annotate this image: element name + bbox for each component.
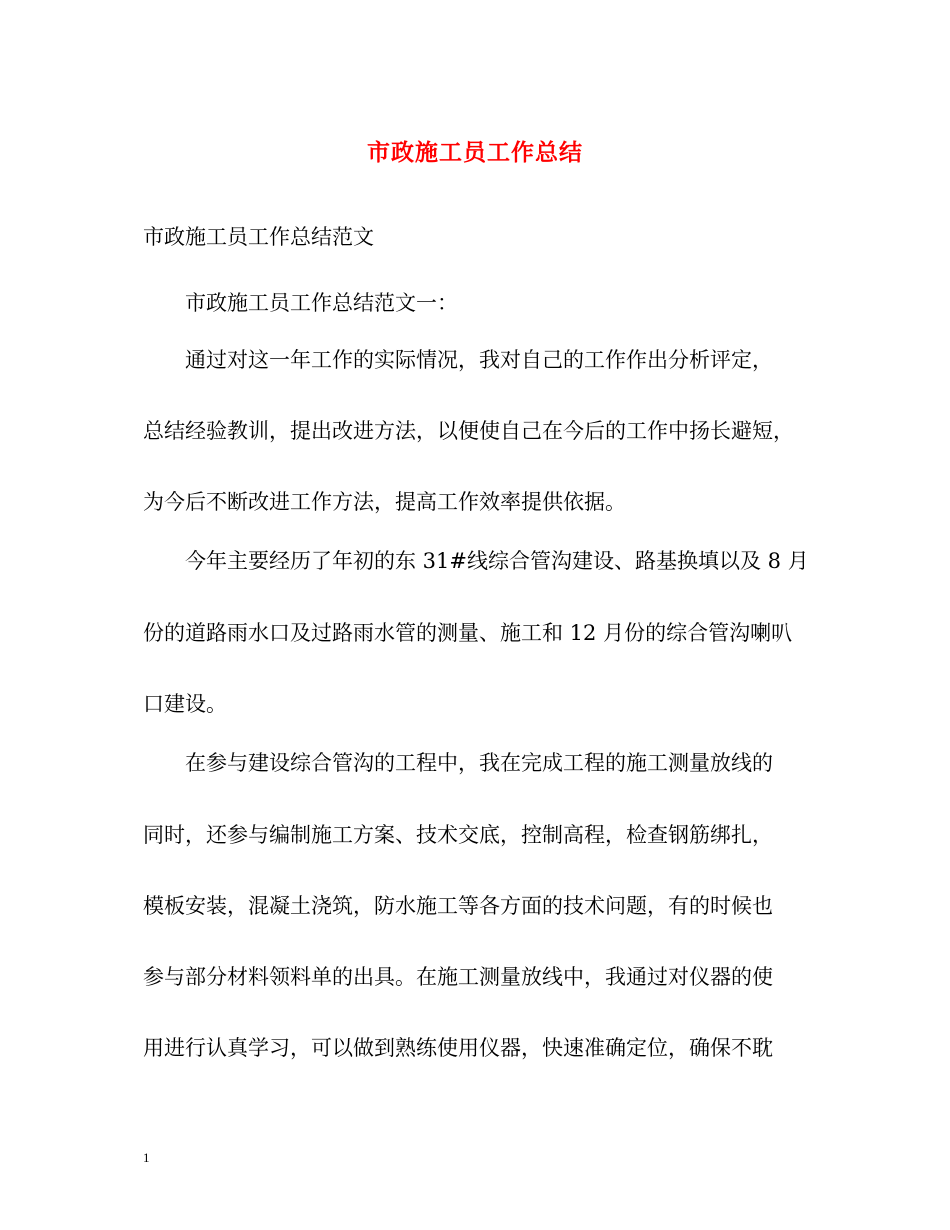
paragraph-line: 在参与建设综合管沟的工程中，我在完成工程的施工测量放线的 <box>185 751 773 775</box>
document-subtitle: 市政施工员工作总结范文 <box>143 225 374 249</box>
paragraph-line: 总结经验教训，提出改进方法，以便使自己在今后的工作中扬长避短， <box>143 419 794 443</box>
document-title: 市政施工员工作总结 <box>367 139 583 166</box>
paragraph-line: 用进行认真学习，可以做到熟练使用仪器，快速准确定位，确保不耽 <box>143 1036 773 1060</box>
paragraph-line: 为今后不断改进工作方法，提高工作效率提供依据。 <box>143 490 626 514</box>
paragraph-line: 同时，还参与编制施工方案、技术交底，控制高程，检查钢筋绑扎， <box>143 823 773 847</box>
page-number: 1 <box>143 1150 150 1165</box>
paragraph-line: 口建设。 <box>143 692 227 716</box>
paragraph-line: 参与部分材料领料单的出具。在施工测量放线中，我通过对仪器的使 <box>143 965 773 989</box>
paragraph-line: 今年主要经历了年初的东 31#线综合管沟建设、路基换填以及 8 月 <box>185 549 809 573</box>
paragraph-line: 通过对这一年工作的实际情况，我对自己的工作作出分析评定， <box>185 348 773 372</box>
paragraph-line: 市政施工员工作总结范文一： <box>185 291 458 315</box>
paragraph-line: 模板安装，混凝土浇筑，防水施工等各方面的技术问题，有的时候也 <box>143 894 773 918</box>
paragraph-line: 份的道路雨水口及过路雨水管的测量、施工和 12 月份的综合管沟喇叭 <box>143 621 793 645</box>
